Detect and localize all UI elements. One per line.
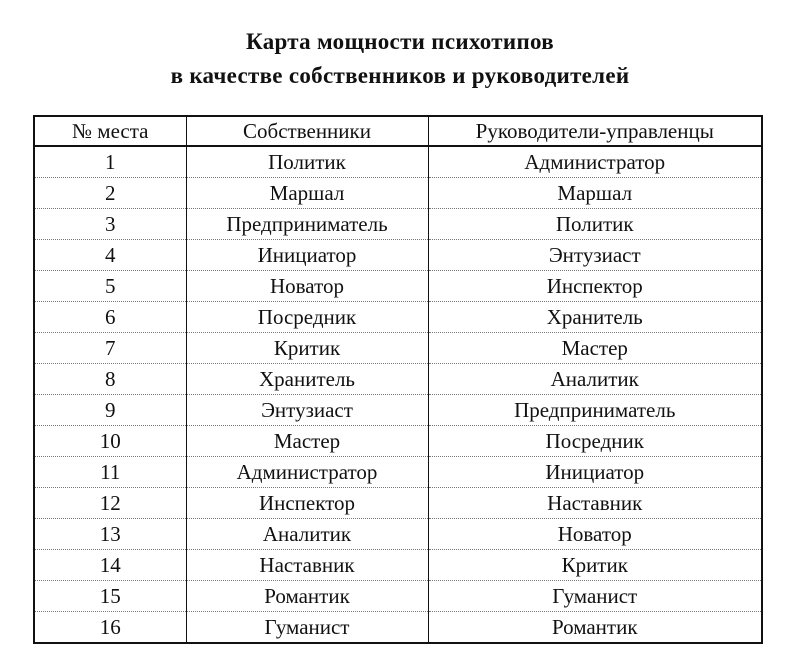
manager-cell: Маршал <box>428 178 762 209</box>
column-header-managers: Руководители-управленцы <box>428 116 762 146</box>
table-row <box>34 426 762 457</box>
place-cell: 9 <box>34 395 186 426</box>
owner-cell: Предприниматель <box>186 209 428 240</box>
owner-cell: Наставник <box>186 550 428 581</box>
place-cell: 7 <box>34 333 186 364</box>
place-cell: 15 <box>34 581 186 612</box>
psychotype-table <box>33 115 763 644</box>
place-cell: 12 <box>34 488 186 519</box>
place-cell: 8 <box>34 364 186 395</box>
manager-cell: Критик <box>428 550 762 581</box>
table-row <box>34 457 762 488</box>
table-row <box>34 488 762 519</box>
table-header <box>34 116 762 146</box>
manager-cell: Хранитель <box>428 302 762 333</box>
place-cell: 11 <box>34 457 186 488</box>
manager-cell: Политик <box>428 209 762 240</box>
manager-cell: Энтузиаст <box>428 240 762 271</box>
owner-cell: Новатор <box>186 271 428 302</box>
place-cell: 1 <box>34 146 186 178</box>
table-row <box>34 302 762 333</box>
place-cell: 5 <box>34 271 186 302</box>
place-cell: 3 <box>34 209 186 240</box>
owner-cell: Посредник <box>186 302 428 333</box>
place-cell: 13 <box>34 519 186 550</box>
table-row <box>34 550 762 581</box>
table-row <box>34 395 762 426</box>
manager-cell: Наставник <box>428 488 762 519</box>
table-container <box>33 115 761 644</box>
owner-cell: Гуманист <box>186 612 428 644</box>
table-row <box>34 146 762 178</box>
manager-cell: Инспектор <box>428 271 762 302</box>
owner-cell: Энтузиаст <box>186 395 428 426</box>
table-body <box>34 146 762 643</box>
owner-cell: Критик <box>186 333 428 364</box>
table-row <box>34 271 762 302</box>
table-row <box>34 581 762 612</box>
owner-cell: Маршал <box>186 178 428 209</box>
table-row <box>34 240 762 271</box>
owner-cell: Инициатор <box>186 240 428 271</box>
owner-cell: Администратор <box>186 457 428 488</box>
column-header-place: № места <box>34 116 186 146</box>
table-row <box>34 178 762 209</box>
column-header-owners: Собственники <box>186 116 428 146</box>
place-cell: 14 <box>34 550 186 581</box>
table-row <box>34 333 762 364</box>
manager-cell: Аналитик <box>428 364 762 395</box>
manager-cell: Посредник <box>428 426 762 457</box>
manager-cell: Мастер <box>428 333 762 364</box>
owner-cell: Аналитик <box>186 519 428 550</box>
owner-cell: Инспектор <box>186 488 428 519</box>
table-row <box>34 209 762 240</box>
header-row <box>34 116 762 146</box>
manager-cell: Администратор <box>428 146 762 178</box>
page-title: Карта мощности психотипов <box>246 29 554 54</box>
owner-cell: Хранитель <box>186 364 428 395</box>
place-cell: 10 <box>34 426 186 457</box>
place-cell: 6 <box>34 302 186 333</box>
place-cell: 4 <box>34 240 186 271</box>
owner-cell: Мастер <box>186 426 428 457</box>
table-row <box>34 364 762 395</box>
page-subtitle: в качестве собственников и руководителей <box>170 63 630 88</box>
manager-cell: Новатор <box>428 519 762 550</box>
manager-cell: Инициатор <box>428 457 762 488</box>
table-row <box>34 519 762 550</box>
table-row <box>34 612 762 644</box>
place-cell: 16 <box>34 612 186 644</box>
manager-cell: Предприниматель <box>428 395 762 426</box>
manager-cell: Гуманист <box>428 581 762 612</box>
owner-cell: Романтик <box>186 581 428 612</box>
manager-cell: Романтик <box>428 612 762 644</box>
place-cell: 2 <box>34 178 186 209</box>
owner-cell: Политик <box>186 146 428 178</box>
